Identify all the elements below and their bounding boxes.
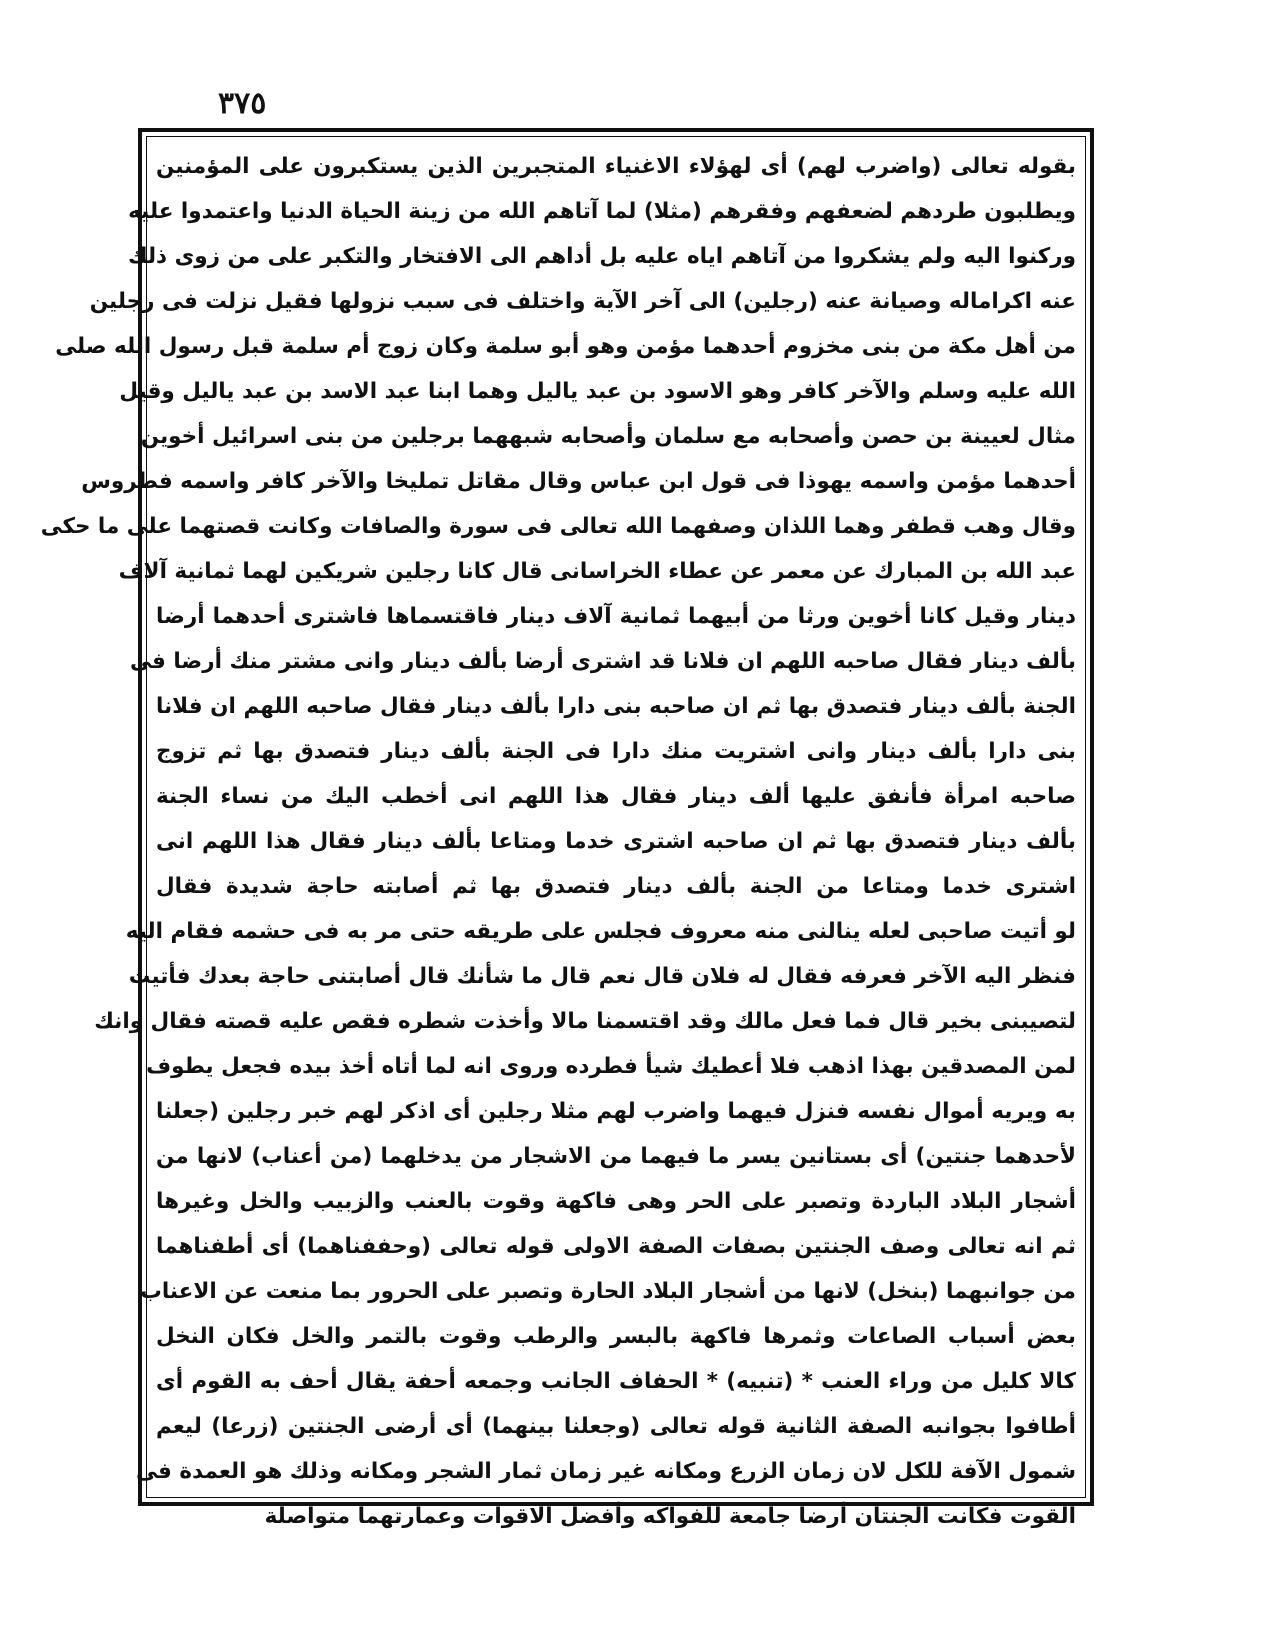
text-line: أطافوا بجوانبه الصفة الثانية قوله تعالى (وجعلنا بينهما) أى أرضى الجنتين (زرعا) ليعم (156, 1414, 1076, 1439)
text-line: بعض أسباب الصاعات وثمرها فاكهة بالبسر والرطب وقوت بالتمر والخل فكان النخل (156, 1324, 1076, 1349)
text-line: لأحدهما جنتين) أى بستانين يسر ما فيهما من الاشجار من يدخلهما (من أعناب) لانها من (156, 1144, 1076, 1169)
text-line: بألف دينار فتصدق بها ثم ان صاحبه اشترى خدما ومتاعا بألف دينار فقال هذا اللهم انى (156, 829, 1076, 854)
text-block (40, 144, 1076, 1529)
text-line: بقوله تعالى (واضرب لهم) أى لهؤلاء الاغنياء المتجبرين الذين يستكبرون على المؤمنين (156, 154, 1076, 179)
text-line: أحدهما مؤمن واسمه يهوذا فى قول ابن عباس وقال مقاتل تمليخا والآخر كافر واسمه فطروس (81, 469, 1076, 494)
text-line: بألف دينار فقال صاحبه اللهم ان فلانا قد اشترى أرضا بألف دينار وانى مشتر منك أرضا فى (130, 649, 1076, 674)
text-line: دينار وقيل كانا أخوين ورثا من أبيهما ثمانية آلاف دينار فاقتسماها فاشترى أحدهما أرضا (156, 604, 1076, 629)
text-line: لو أتيت صاحبى لعله ينالنى منه معروف فجلس على طريقه حتى مر به فى حشمه فقام اليه (125, 919, 1076, 944)
text-line: مثال لعيينة بن حصن وأصحابه مع سلمان وأصحابه شبههما برجلين من بنى اسرائيل أخوين (140, 424, 1076, 449)
text-line: الله عليه وسلم والآخر كافر وهو الاسود بن عبد ياليل وهما ابنا عبد الاسد بن عبد ياليل وقيل (119, 379, 1076, 404)
text-line: ويطلبون طردهم لضعفهم وفقرهم (مثلا) لما آتاهم الله من زينة الحياة الدنيا واعتمدوا عليه (128, 199, 1076, 224)
text-line: عنه اكراماله وصيانة عنه (رجلين) الى آخر الآية واختلف فى سبب نزولها فقيل نزلت فى رجلين (89, 289, 1076, 314)
text-line: القوت فكانت الجنتان أرضا جامعة للفواكه وأفضل الاقوات وعمارتهما متواصلة (264, 1504, 1076, 1529)
text-line: لتصيبنى بخير قال فما فعل مالك وقد اقتسمنا مالا وأخذت شطره فقص عليه قصته فقال وانك (94, 1009, 1076, 1034)
page-number: ٣٧٥ (218, 86, 267, 121)
text-line: اشترى خدما ومتاعا من الجنة بألف دينار فتصدق بها ثم أصابته حاجة شديدة فقال (156, 874, 1076, 899)
text-line: بنى دارا بألف دينار وانى اشتريت منك دارا فى الجنة بألف دينار فتصدق بها ثم تزوج (156, 739, 1076, 764)
text-line: به ويريه أموال نفسه فنزل فيهما واضرب لهم مثلا رجلين أى اذكر لهم خبر رجلين (جعلنا (156, 1099, 1076, 1124)
text-line: شمول الآفة للكل لان زمان الزرع ومكانه غير زمان ثمار الشجر ومكانه وذلك هو العمدة فى (136, 1459, 1076, 1484)
text-line: صاحبه امرأة فأنفق عليها ألف دينار فقال هذا اللهم انى أخطب اليك من نساء الجنة (156, 784, 1076, 809)
text-line: من جوانبهما (بنخل) لانها من أشجار البلاد الحارة وتصبر على الحرور بما منعت عن الاعناب (140, 1279, 1076, 1304)
text-line: كالا كليل من وراء العنب * (تنبيه) * الحفاف الجانب وجمعه أحفة يقال أحف به القوم أى (156, 1369, 1076, 1394)
text-line: فنظر اليه الآخر فعرفه فقال له فلان قال نعم قال ما شأنك قال أصابتنى حاجة بعدك فأتيت (128, 964, 1076, 989)
text-line: ثم انه تعالى وصف الجنتين بصفات الصفة الاولى قوله تعالى (وحففناهما) أى أطفناهما (156, 1234, 1076, 1259)
text-line: لمن المصدقين بهذا اذهب فلا أعطيك شيأ فطرده وروى انه لما أتاه أخذ بيده فجعل يطوف (146, 1054, 1076, 1079)
text-line: وقال وهب قطفر وهما اللذان وصفهما الله تعالى فى سورة والصافات وكانت قصتهما على ما حكى (40, 514, 1076, 539)
text-line: من أهل مكة من بنى مخزوم أحدهما مؤمن وهو أبو سلمة وكان زوج أم سلمة قبل رسول الله صلى (55, 334, 1076, 359)
text-line: عبد الله بن المبارك عن معمر عن عطاء الخراسانى قال كانا رجلين شريكين لهما ثمانية آلاف (118, 559, 1076, 584)
text-line: الجنة بألف دينار فتصدق بها ثم ان صاحبه بنى دارا بألف دينار فقال صاحبه اللهم ان فلانا (156, 694, 1076, 719)
text-line: أشجار البلاد الباردة وتصبر على الحر وهى فاكهة وقوت بالعنب والزبيب والخل وغيرها (156, 1189, 1076, 1214)
text-line: وركنوا اليه ولم يشكروا من آتاهم اياه عليه بل أداهم الى الافتخار والتكبر على من زوى ذلك (127, 244, 1076, 269)
